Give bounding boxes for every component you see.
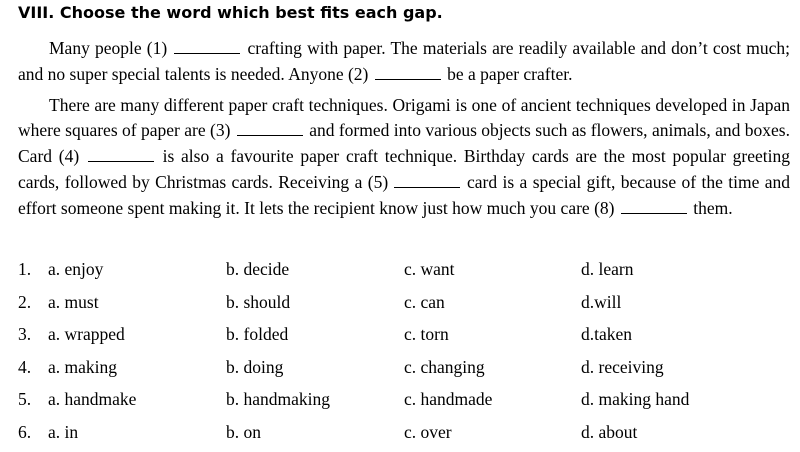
p2-text-1: There are many different paper craft techniques. Origami is one of ancient techniques developed in Japan where squares of paper are (3)	[18, 94, 790, 141]
gap-5-blank	[394, 186, 460, 188]
p2-text-4: card is a special gift, because of the time and effort someone spent making it. It lets the recipient know just how much you care (8)	[18, 171, 791, 218]
p1-text-3: be a paper crafter.	[447, 63, 573, 84]
option-b: b. folded	[226, 324, 289, 345]
question-number: 3.	[18, 324, 32, 345]
option-row-2	[18, 289, 788, 322]
option-row-4	[18, 354, 788, 387]
paragraph-1	[18, 36, 790, 88]
gap-4-blank	[88, 160, 154, 162]
gap-3-blank	[237, 134, 303, 136]
option-b: b. doing	[226, 356, 284, 377]
paragraph-2	[18, 93, 790, 222]
option-b: b. on	[226, 421, 261, 442]
p2-text-3: is also a favourite paper craft technique. Birthday cards are the most popular greeting cards, followed by Christmas cards. Receiving a (5)	[18, 146, 790, 192]
question-number: 4.	[18, 356, 32, 377]
gap-8-blank	[621, 212, 687, 214]
option-d: d. learn	[581, 259, 634, 279]
p1-text-2: crafting with paper. The materials are readily available and don’t cost much; and no super special talents is needed. Anyone (2)	[18, 38, 790, 84]
option-c: c. handmade	[404, 389, 493, 410]
option-b: b. should	[226, 291, 291, 312]
option-row-3	[18, 321, 788, 354]
option-c: c. changing	[404, 356, 485, 377]
question-number: 6.	[18, 421, 32, 442]
question-number: 1.	[18, 259, 32, 279]
option-a: a. enjoy	[48, 259, 104, 279]
option-c: c. want	[404, 259, 455, 279]
option-b: b. decide	[226, 259, 290, 279]
option-d: d. making hand	[581, 389, 690, 410]
option-a: a. making	[48, 356, 118, 377]
option-b: b. handmaking	[226, 389, 331, 410]
option-a: a. wrapped	[48, 324, 125, 345]
p1-text-1: Many people (1)	[49, 38, 168, 58]
reading-passage	[18, 36, 790, 227]
option-c: c. can	[404, 291, 445, 312]
question-number: 5.	[18, 389, 32, 410]
option-a: a. in	[48, 421, 79, 442]
exercise-heading: VIII. Choose the word which best fits each gap.	[18, 3, 443, 22]
gap-1-blank	[174, 52, 240, 54]
option-d: d. receiving	[581, 356, 664, 377]
gap-2-blank	[375, 78, 441, 80]
option-a: a. handmake	[48, 389, 137, 410]
option-row-1	[18, 256, 788, 289]
p2-text-2: and formed into various objects such as flowers, animals, and boxes. Card (4)	[18, 120, 790, 167]
answer-options	[18, 256, 788, 452]
option-d: d. about	[581, 421, 638, 442]
option-a: a. must	[48, 291, 99, 312]
question-number: 2.	[18, 291, 32, 312]
option-c: c. over	[404, 421, 452, 442]
option-d: d.taken	[581, 324, 633, 345]
option-c: c. torn	[404, 324, 449, 345]
option-d: d.will	[581, 291, 622, 312]
p2-text-5: them.	[693, 197, 733, 218]
option-row-5	[18, 386, 788, 419]
option-row-6	[18, 419, 788, 452]
